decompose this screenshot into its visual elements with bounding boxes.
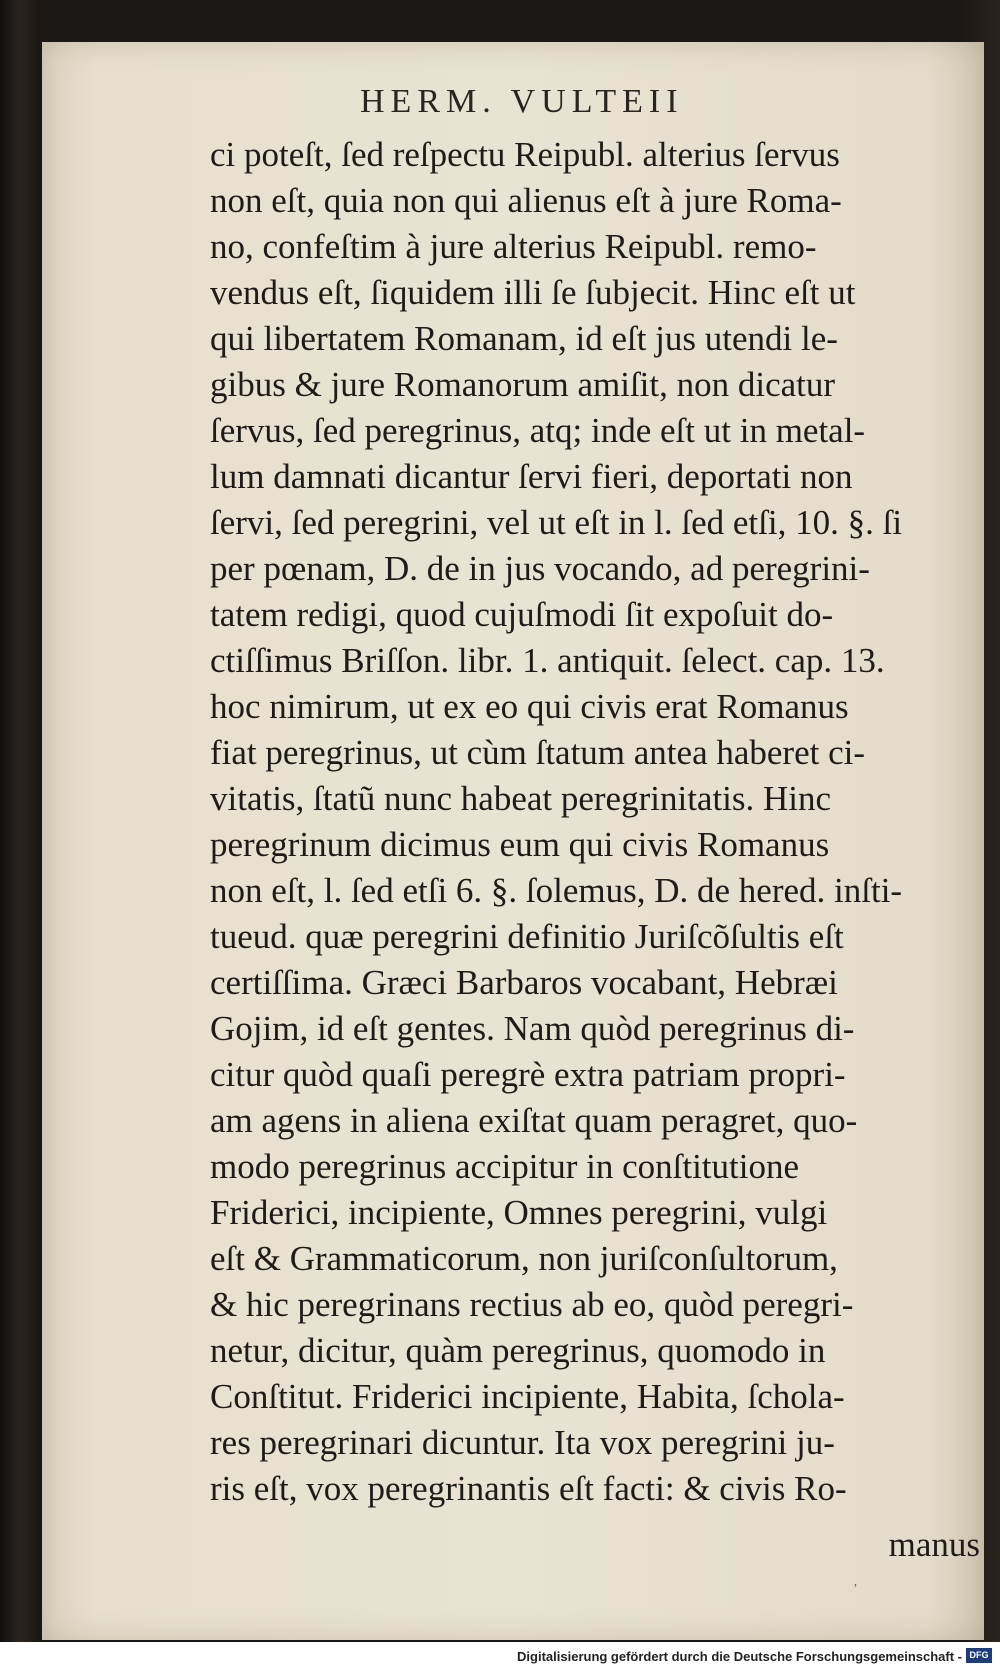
text-line: & hic peregrinans rectius ab eo, quòd peregri-: [210, 1285, 854, 1324]
text-line: lum damnati dicantur ſervi fieri, deportati non: [210, 457, 853, 496]
text-line: fiat peregrinus, ut cùm ſtatum antea haberet ci-: [210, 733, 866, 772]
text-line: qui libertatem Romanam, id eſt jus utendi le-: [210, 319, 838, 358]
text-line: eſt & Grammaticorum, non juriſconſultorum,: [210, 1239, 838, 1278]
body-text: [210, 132, 980, 1512]
text-line: netur, dicitur, quàm peregrinus, quomodo in: [210, 1331, 826, 1370]
text-line: res peregrinari dicuntur. Ita vox peregrini ju-: [210, 1423, 835, 1462]
text-line: Gojim, id eſt gentes. Nam quòd peregrinus di-: [210, 1009, 855, 1048]
text-line: non eſt, l. ſed etſi 6. §. ſolemus, D. de hered. inſti-: [210, 871, 903, 910]
text-line: ſervi, ſed peregrini, vel ut eſt in l. ſed etſi, 10. §. ſi: [210, 503, 903, 542]
text-line: Friderici, incipiente, Omnes peregrini, vulgi: [210, 1193, 828, 1232]
text-line: ris eſt, vox peregrinantis eſt facti: & civis Ro-: [210, 1469, 847, 1508]
text-line: tueud. quæ peregrini definitio Juriſcõſultis eſt: [210, 917, 844, 956]
text-line: peregrinum dicimus eum qui civis Romanus: [210, 825, 830, 864]
dfg-logo-icon: DFG: [966, 1648, 992, 1663]
book-page: [42, 42, 984, 1640]
text-line: certiſſima. Græci Barbaros vocabant, Hebræi: [210, 963, 838, 1002]
footer-bar: [0, 1642, 1000, 1670]
text-line: per pœnam, D. de in jus vocando, ad peregrini-: [210, 549, 870, 588]
catchword: manus: [888, 1525, 980, 1564]
text-line: non eſt, quia non qui alienus eſt à jure Roma-: [210, 181, 842, 220]
running-head: HERM. VULTEII: [360, 83, 684, 120]
footer-credit: Digitalisierung gefördert durch die Deutsche Forschungsgemeinschaft -: [517, 1649, 962, 1664]
text-line: citur quòd quaſi peregrè extra patriam propri-: [210, 1055, 846, 1094]
text-line: vitatis, ſtatũ nunc habeat peregrinitatis. Hinc: [210, 779, 832, 818]
text-line: tatem redigi, quod cujuſmodi ſit expoſuit do-: [210, 595, 834, 634]
text-line: modo peregrinus accipitur in conſtitutione: [210, 1147, 800, 1186]
text-line: ci poteſt, ſed reſpectu Reipubl. alterius ſervus: [210, 135, 840, 174]
text-line: vendus eſt, ſiquidem illi ſe ſubjecit. Hinc eſt ut: [210, 273, 856, 312]
text-line: ſervus, ſed peregrinus, atq; inde eſt ut in metal-: [210, 411, 866, 450]
text-line: no, confeſtim à jure alterius Reipubl. remo-: [210, 227, 817, 266]
text-line: ctiſſimus Briſſon. libr. 1. antiquit. ſelect. cap. 13.: [210, 641, 885, 680]
text-line: am agens in aliena exiſtat quam peragret, quo-: [210, 1101, 858, 1140]
ink-mark: ,: [854, 1574, 857, 1588]
text-line: hoc nimirum, ut ex eo qui civis erat Romanus: [210, 687, 849, 726]
text-line: Conſtitut. Friderici incipiente, Habita, ſchola-: [210, 1377, 845, 1416]
text-line: gibus & jure Romanorum amiſit, non dicatur: [210, 365, 836, 404]
